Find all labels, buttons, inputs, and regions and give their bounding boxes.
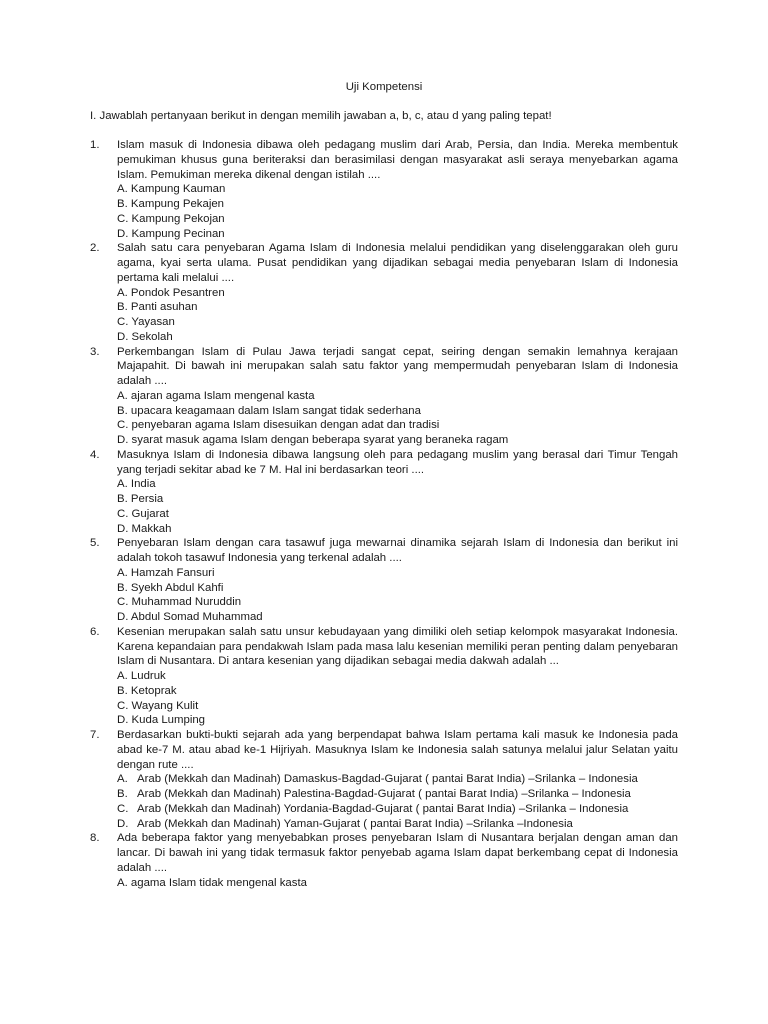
option-a: A. agama Islam tidak mengenal kasta [117,876,307,889]
question-text: Penyebaran Islam dengan cara tasawuf juga mewarnai dinamika sejarah Islam di Indonesia dan berikut ini adalah tokoh tasawuf Indonesia yang terkenal adalah .... [117,537,678,564]
option-c [117,802,678,817]
option-c: C. Gujarat [117,507,169,520]
question-number: 8. [90,832,100,845]
option-a: A. Hamzah Fansuri [117,566,215,579]
option-a: A. India [117,478,156,491]
question-3 [90,345,678,448]
question-4 [90,448,678,537]
question-text: Berdasarkan bukti-bukti sejarah ada yang berpendapat bahwa Islam pertama kali masuk ke Indonesia pada abad ke-7 M. atau abad ke-1 Hijriyah. Masuknya Islam ke Indonesia salah satunya melalui jalur Selatan yaitu dengan rute .... [117,729,678,771]
option-b: B. Kampung Pekajen [117,198,225,210]
question-number: 3. [90,345,100,358]
question-list [90,138,678,890]
question-text: Masuknya Islam di Indonesia dibawa langsung oleh para pedagang muslim yang berasal dari Timur Tengah yang terjadi sekitar abad ke 7 M. Hal ini berdasarkan teori .... [117,448,678,476]
question-7 [90,728,678,831]
question-1 [90,138,678,241]
option-letter: B. [117,788,128,800]
option-c: C. Yayasan [117,316,175,328]
question-number: 4. [90,448,100,461]
question-6 [90,625,678,728]
option-d: D. Abdul Somad Muhammad [117,611,263,623]
question-text: Salah satu cara penyebaran Agama Islam di Indonesia melalui pendidikan yang diselenggarakan oleh guru agama, kyai serta ulama. Pusat pendidikan yang dijadikan sebagai media penyebaran Islam di Indonesia pertama kali melalui .... [117,242,678,284]
question-text: Islam masuk di Indonesia dibawa oleh pedagang muslim dari Arab, Persia, dan India. Mereka membentuk pemukiman khusus guna beriteraksi dan berasimilasi dengan masyarakat asli seraya menyebarkan agama Islam. Pemukiman mereka dikenal dengan istilah .... [117,139,678,181]
option-c: C. Muhammad Nuruddin [117,596,242,609]
option-letter: C. [117,802,129,815]
option-d: D. Kampung Pecinan [117,227,225,240]
option-text: Arab (Mekkah dan Madinah) Palestina-Bagdad-Gujarat ( pantai Barat India) –Srilanka – Indonesia [137,788,631,800]
instruction-text: I. Jawablah pertanyaan berikut in dengan memilih jawaban a, b, c, atau d yang paling tepat! [90,110,552,122]
page-title: Uji Kompetensi [345,81,423,93]
option-letter: A. [117,773,128,786]
question-number: 5. [90,537,100,550]
question-text: Ada beberapa faktor yang menyebabkan proses penyebaran Islam di Nusantara berjalan dengan aman dan lancar. Di bawah ini yang tidak termasuk faktor penyebab agama Islam dapat berkembang cepat di Indonesia adalah .... [117,832,678,874]
option-b [117,787,678,802]
option-a: A. Ludruk [117,670,166,682]
option-c: C. Wayang Kulit [117,699,199,712]
option-c: C. penyebaran agama Islam disesuikan dengan adat dan tradisi [117,419,440,432]
option-c: C. Kampung Pekojan [117,212,225,225]
option-a [117,772,678,787]
question-number: 1. [90,139,100,151]
option-b: B. Panti asuhan [117,301,198,314]
option-letter: D. [117,817,129,830]
question-5 [90,536,678,625]
option-b: B. Persia [117,493,164,505]
question-number: 7. [90,729,100,741]
option-text: Arab (Mekkah dan Madinah) Yordania-Bagdad-Gujarat ( pantai Barat India) –Srilanka – Indonesia [137,802,629,815]
option-text: Arab (Mekkah dan Madinah) Yaman-Gujarat ( pantai Barat India) –Srilanka –Indonesia [137,817,573,830]
question-number: 2. [90,242,100,255]
option-a: A. Pondok Pesantren [117,286,225,299]
question-8 [90,831,678,890]
option-d: D. syarat masuk agama Islam dengan beberapa syarat yang beraneka ragam [117,434,509,446]
option-b: B. Ketoprak [117,684,177,697]
question-number: 6. [90,625,100,638]
question-2 [90,241,678,344]
option-d: D. Sekolah [117,330,173,343]
question-text: Perkembangan Islam di Pulau Jawa terjadi sangat cepat, seiring dengan semakin lemahnya kerajaan Majapahit. Di bawah ini merupakan salah satu faktor yang mempermudah penyebaran Islam di Indonesia adalah .... [117,345,678,387]
option-text: Arab (Mekkah dan Madinah) Damaskus-Bagdad-Gujarat ( pantai Barat India) –Srilanka – Indonesia [137,773,638,786]
option-b: B. upacara keagamaan dalam Islam sangat tidak sederhana [117,404,421,417]
option-d: D. Kuda Lumping [117,714,206,727]
question-text: Kesenian merupakan salah satu unsur kebudayaan yang dimiliki oleh setiap kelompok masyarakat Indonesia. Karena kepandaian para pendakwah Islam pada masa lalu kesenian memiliki peran penting dalam penyebaran Islam di Nusantara. Di antara kesenian yang dijadikan sebagai media dakwah adalah ... [117,625,678,668]
option-a: A. Kampung Kauman [117,183,226,196]
option-b: B. Syekh Abdul Kahfi [117,581,224,594]
option-d: D. Makkah [117,522,172,535]
option-a: A. ajaran agama Islam mengenal kasta [117,389,315,402]
option-d [117,817,678,832]
